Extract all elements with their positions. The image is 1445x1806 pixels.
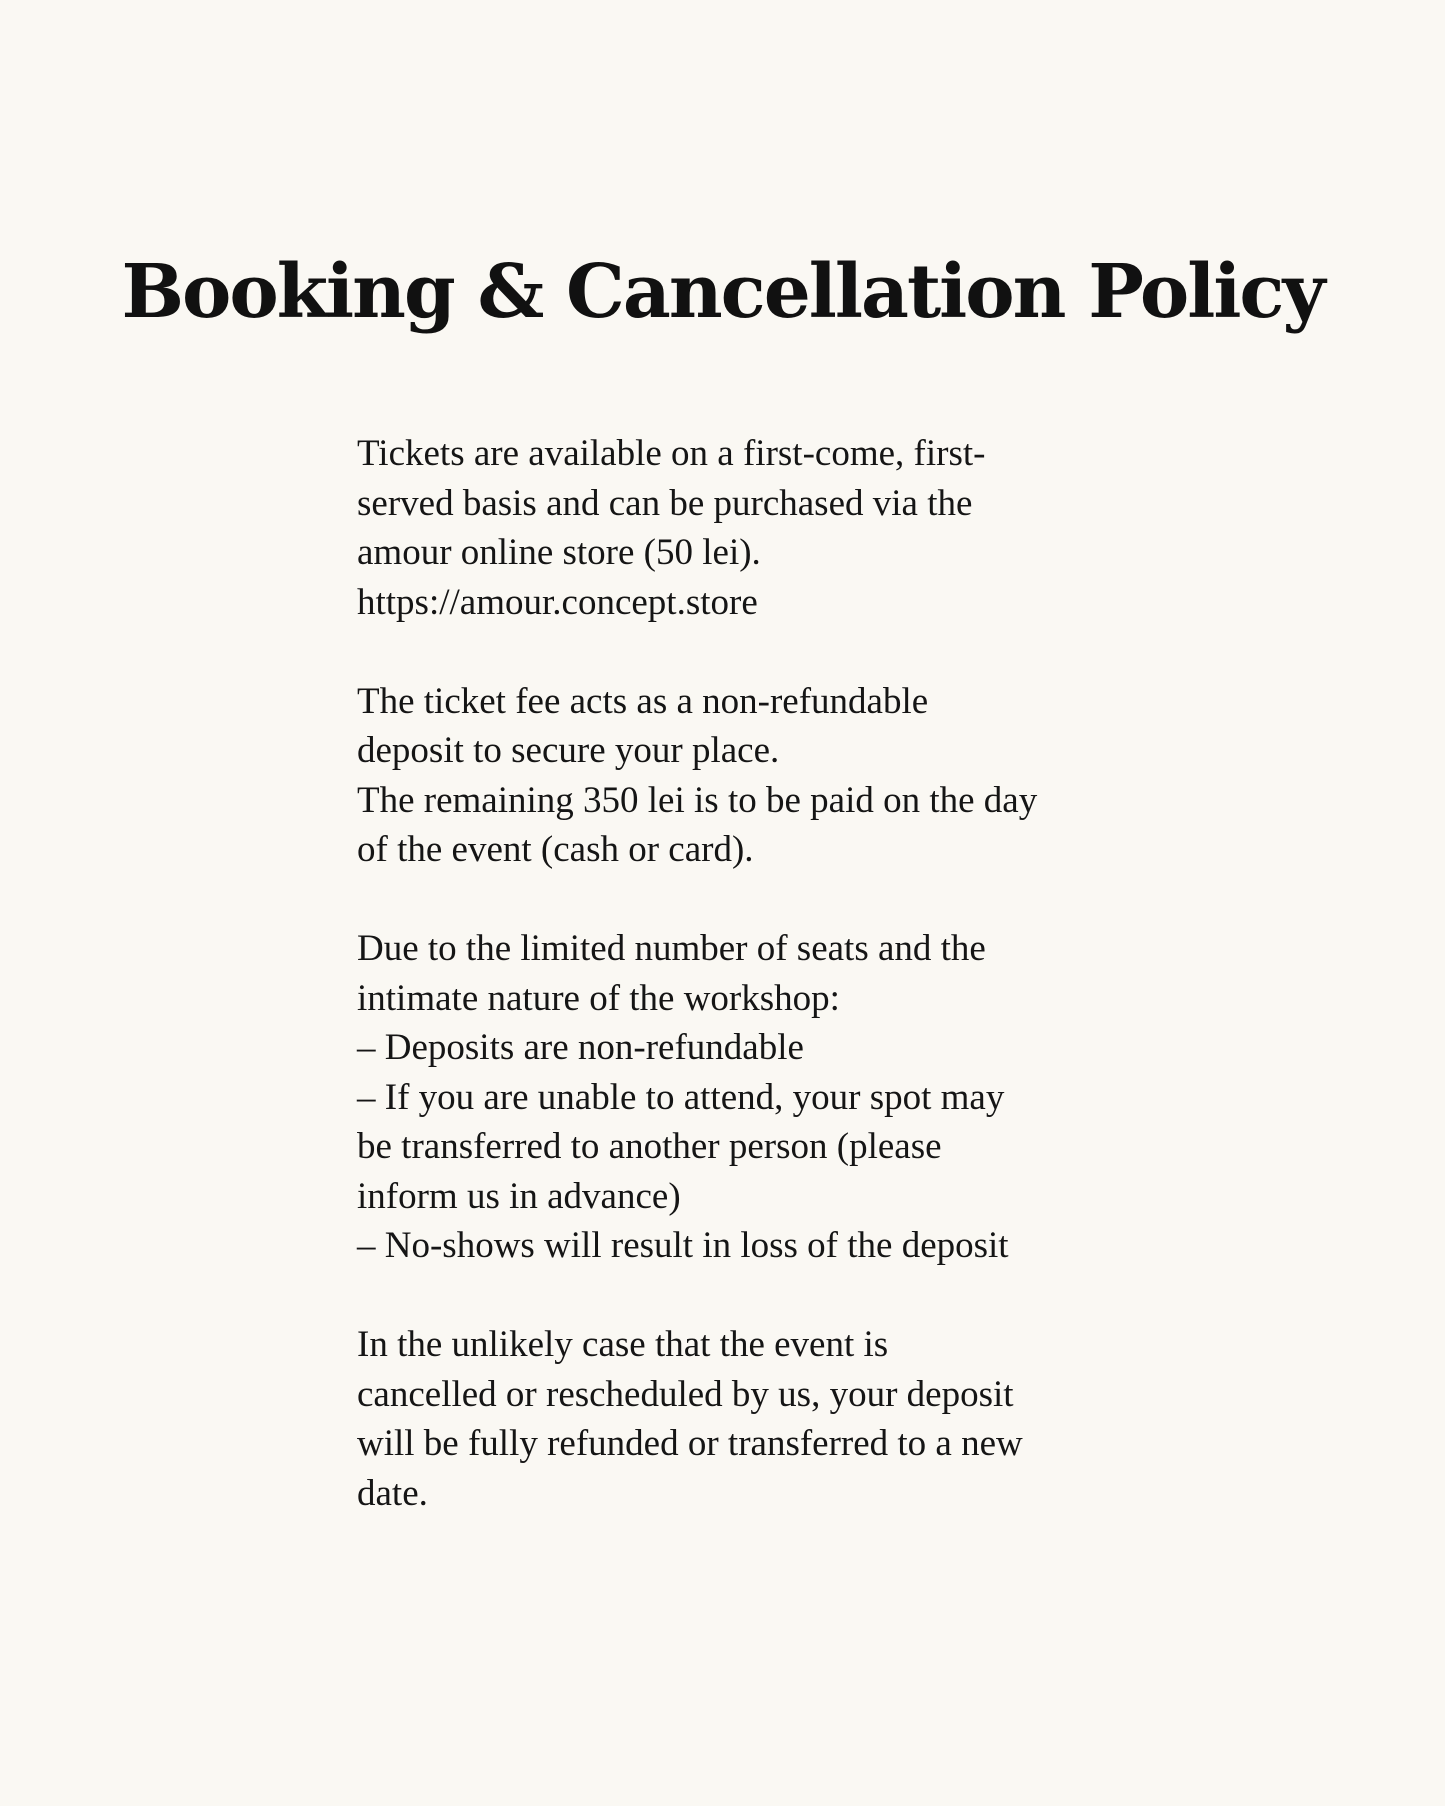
text-line: Tickets are available on a first-come, first- (357, 433, 986, 474)
text-line: be transferred to another person (please (357, 1126, 942, 1167)
rule-item: – No-shows will result in loss of the deposit (357, 1225, 1009, 1266)
rule-item: – Deposits are non-refundable (357, 1027, 804, 1068)
text-line: will be fully refunded or transferred to a new (357, 1423, 1023, 1464)
text-line: intimate nature of the workshop: (357, 977, 840, 1019)
paragraph-cancellation-rules (357, 924, 1117, 1271)
text-line: served basis and can be purchased via the (357, 482, 973, 524)
paragraph-booking (357, 429, 1117, 627)
paragraph-deposit (357, 677, 1117, 875)
text-line: Due to the limited number of seats and the (357, 928, 986, 969)
text-line: The remaining 350 lei is to be paid on the day (357, 779, 1038, 821)
text-line: inform us in advance) (357, 1175, 681, 1217)
paragraph-event-changes (357, 1320, 1117, 1518)
text-line: amour online store (50 lei). (357, 532, 761, 573)
page-title: Booking & Cancellation Policy (121, 249, 1324, 335)
policy-body (357, 429, 1117, 1518)
text-line: date. (357, 1472, 428, 1514)
text-line: The ticket fee acts as a non-refundable (357, 680, 929, 722)
text-line: In the unlikely case that the event is (357, 1324, 889, 1365)
text-line: cancelled or rescheduled by us, your deposit (357, 1373, 1014, 1415)
rule-item: – If you are unable to attend, your spot may (357, 1076, 1005, 1118)
store-url: https://amour.concept.store (357, 581, 758, 623)
text-line: of the event (cash or card). (357, 829, 754, 870)
text-line: deposit to secure your place. (357, 730, 780, 771)
